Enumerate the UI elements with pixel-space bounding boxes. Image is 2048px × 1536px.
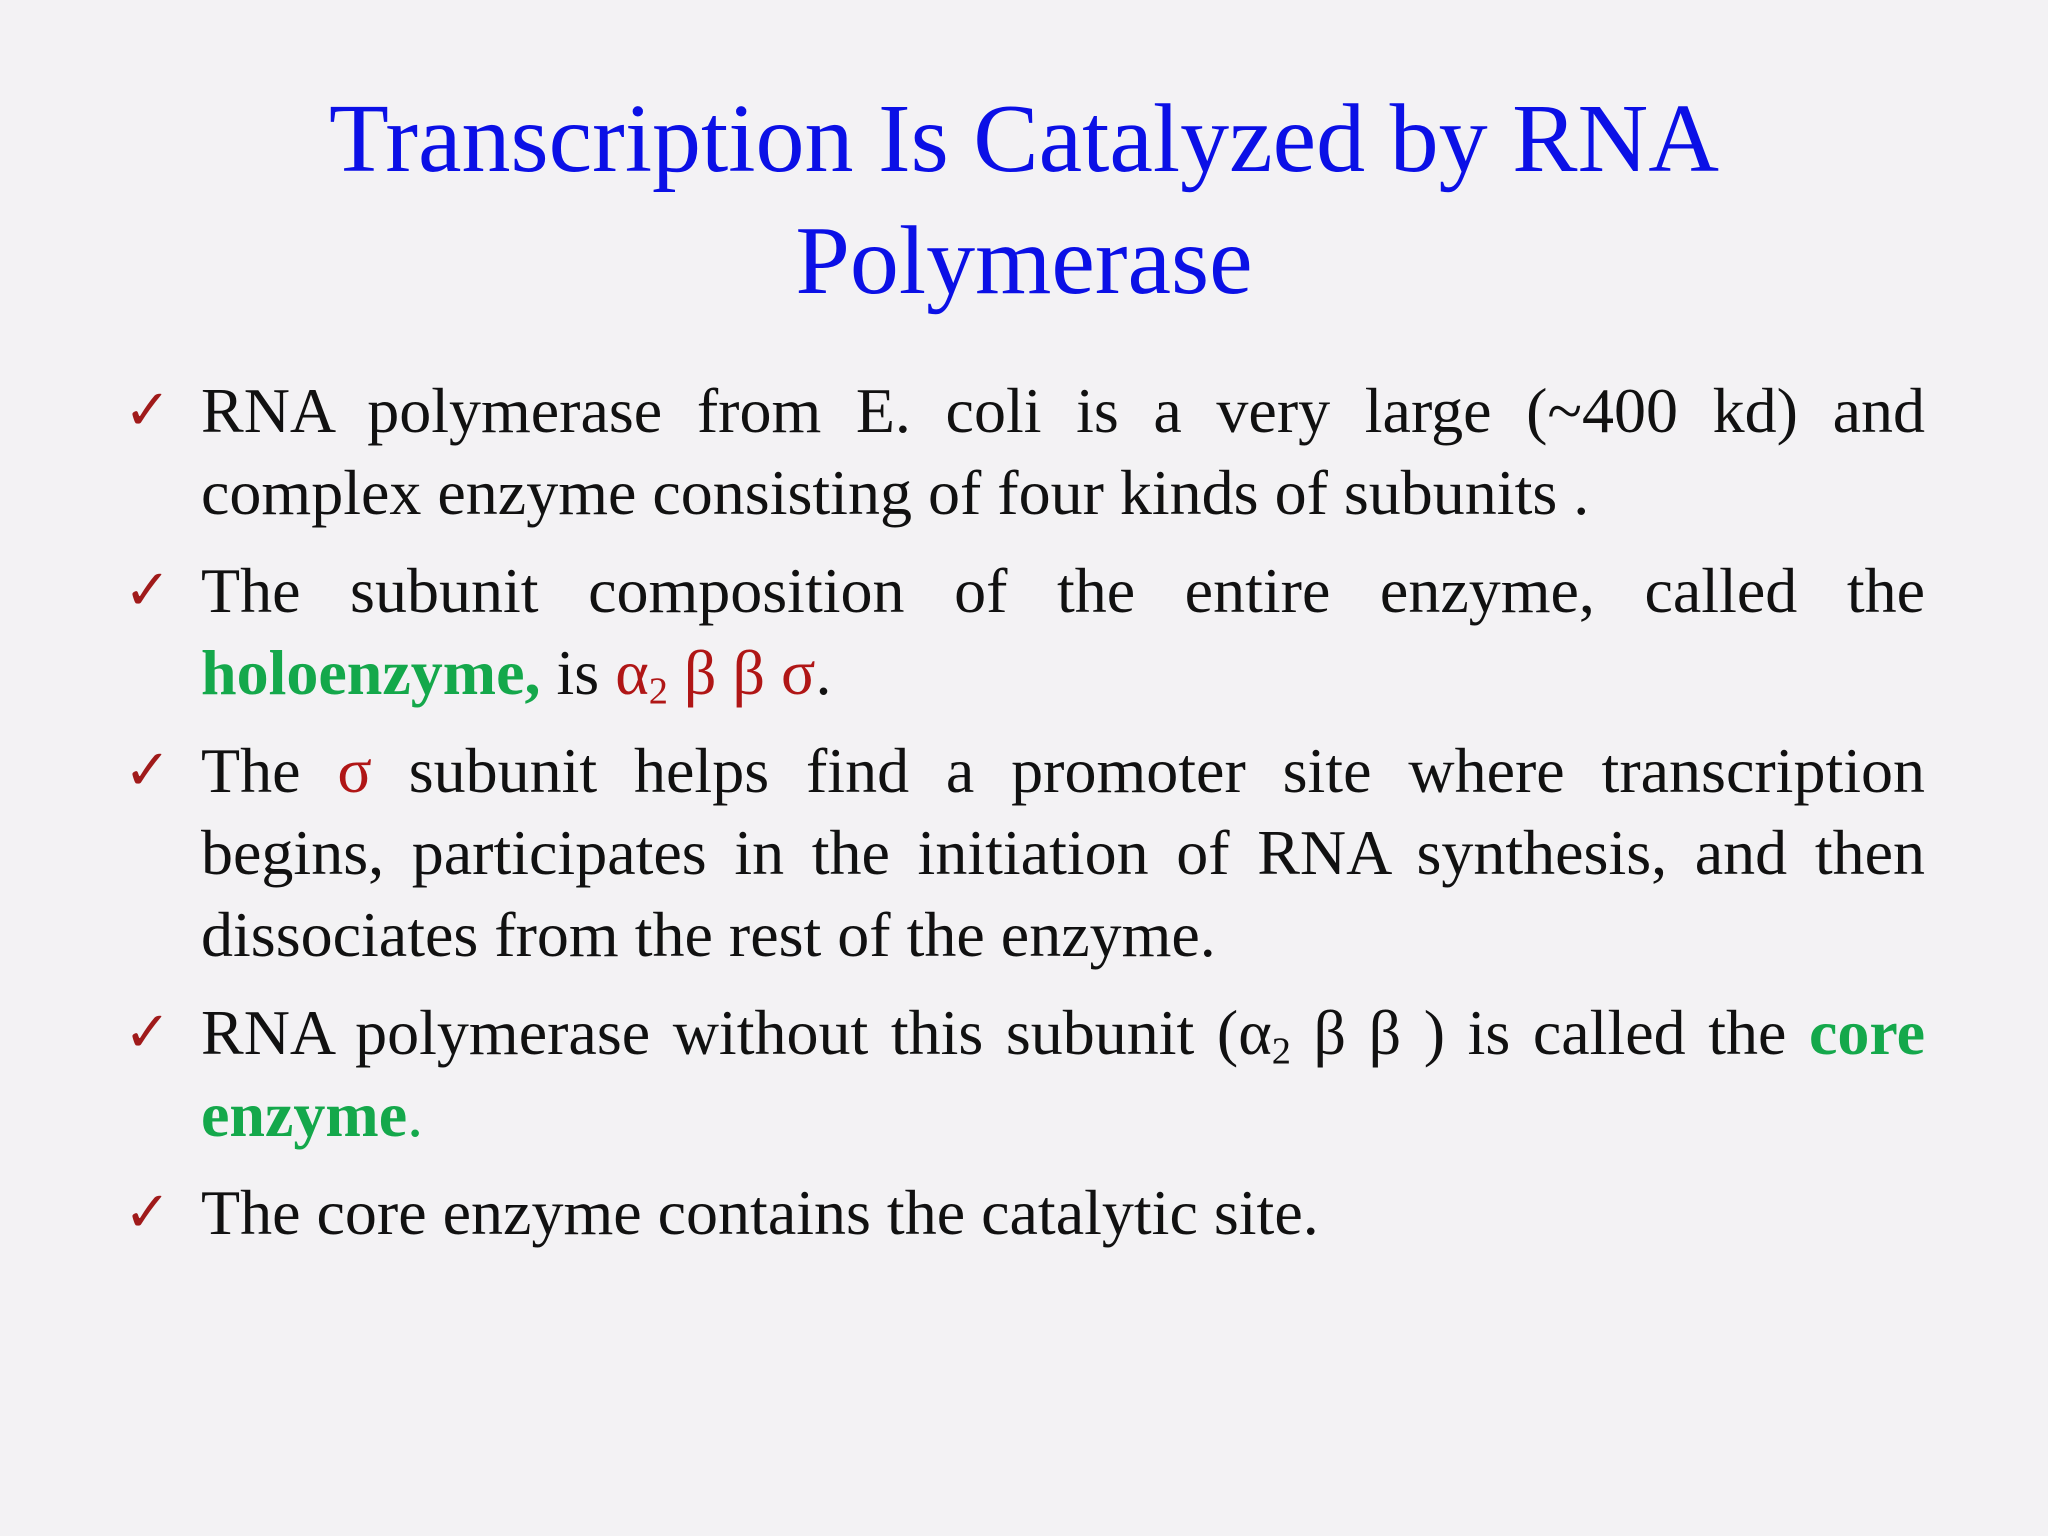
bullet-item-3	[120, 730, 1925, 976]
bullet-1-text: RNA polymerase from E. coli is a very large (~400 kd) and complex enzyme consisting of four kinds of subunits .	[201, 375, 1925, 528]
bullet-5-text: The core enzyme contains the catalytic site.	[201, 1177, 1319, 1248]
bullet-4-end: .	[407, 1079, 424, 1150]
bullet-2-pre: The subunit composition of the entire enzyme, called the	[201, 555, 1925, 626]
checkmark-icon: ✓	[124, 1180, 171, 1245]
title-line-2: Polymerase	[795, 207, 1253, 315]
checkmark-icon: ✓	[124, 558, 171, 623]
bullet-item-4	[120, 992, 1925, 1156]
alpha-symbol: α	[615, 637, 649, 708]
slide-title	[200, 78, 1848, 322]
bullet-3-post: subunit helps find a promoter site where transcription begins, participates in the initiation of RNA synthesis, and then dissociates from the rest of the enzyme.	[201, 735, 1926, 970]
bullet-item-1	[120, 370, 1925, 534]
bullet-2-end: .	[815, 637, 832, 708]
bullet-list	[120, 370, 1925, 1270]
alpha-subscript: 2	[1271, 1030, 1291, 1073]
bullet-2-mid: is	[540, 637, 616, 708]
holoenzyme-term: holoenzyme,	[201, 637, 541, 708]
alpha-subscript: 2	[648, 670, 668, 713]
core-enzyme-term: core enzyme	[201, 997, 1926, 1150]
checkmark-icon: ✓	[124, 378, 171, 443]
formula-rest: β β σ	[667, 637, 816, 708]
checkmark-icon: ✓	[124, 1000, 171, 1065]
bullet-4-pre: RNA polymerase without this subunit (α	[201, 997, 1272, 1068]
title-line-1: Transcription Is Catalyzed by RNA	[329, 85, 1719, 193]
bullet-item-5	[120, 1172, 1925, 1254]
sigma-symbol: σ	[337, 735, 372, 806]
bullet-item-2	[120, 550, 1925, 714]
holoenzyme-formula	[615, 637, 816, 713]
bullet-3-pre: The	[201, 735, 338, 806]
checkmark-icon: ✓	[124, 738, 171, 803]
bullet-4-mid: β β ) is called the	[1290, 997, 1809, 1068]
